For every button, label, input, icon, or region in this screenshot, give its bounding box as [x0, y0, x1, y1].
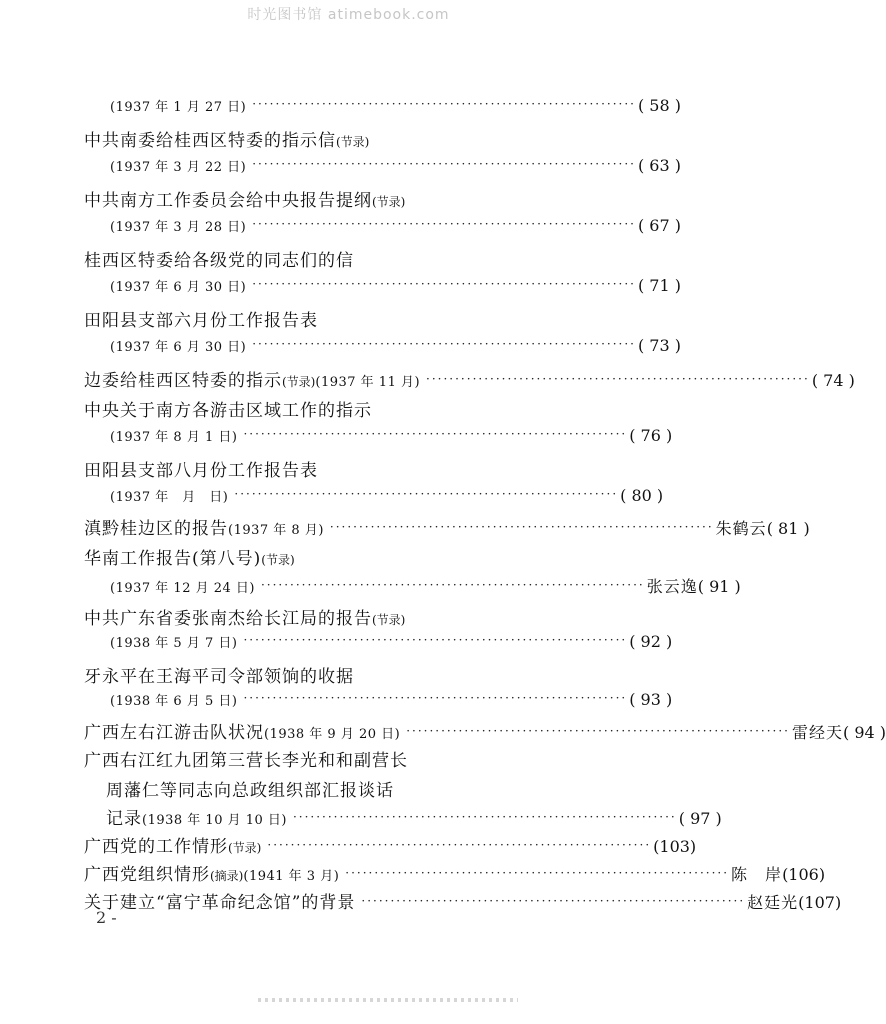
entry-date: (1937 年 3 月 22 日): [110, 160, 247, 175]
page-number: 2 -: [96, 908, 117, 927]
entry-title: 桂西区特委给各级党的同志们的信: [84, 251, 354, 271]
toc-entry: [84, 832, 697, 858]
toc-entry: [84, 860, 826, 886]
entry-page: (103): [653, 837, 697, 856]
dot-leader: ··································································: [345, 866, 730, 880]
entry-title: 边委给桂西区特委的指示: [84, 371, 282, 391]
entry-page: ( 58 ): [637, 96, 681, 115]
dot-leader: ··································································: [252, 337, 636, 351]
dot-leader: ··································································: [252, 217, 636, 231]
entry-title: 中共广东省委张南杰给长江局的报告: [84, 609, 372, 629]
toc-entry: [110, 276, 681, 302]
dot-leader: ··································································: [234, 487, 619, 501]
toc-entry: [84, 544, 295, 570]
entry-page: ( 63 ): [637, 156, 681, 175]
entry-title: 华南工作报告(第八号): [84, 549, 262, 569]
toc-entry: [110, 336, 681, 362]
entry-note: (节录): [336, 135, 370, 149]
entry-page: ( 80 ): [620, 486, 664, 505]
entry-page: (106): [782, 865, 826, 884]
toc-entry: [84, 396, 372, 422]
entry-title: 中共南方工作委员会给中央报告提纲: [84, 191, 372, 211]
dot-leader: ··································································: [252, 277, 636, 291]
toc-entry: [110, 96, 681, 122]
entry-title: 广西左右江游击队状况: [84, 723, 264, 743]
toc-entry: [110, 156, 681, 182]
entry-title: 中央关于南方各游击区域工作的指示: [84, 401, 372, 421]
entry-page: ( 76 ): [629, 426, 673, 445]
dot-leader: ··································································: [361, 894, 746, 908]
entry-title: 周藩仁等同志向总政组织部汇报谈话: [106, 781, 394, 801]
toc-entry: [110, 632, 673, 658]
toc-entry: [84, 246, 354, 272]
entry-title: 田阳县支部六月份工作报告表: [84, 311, 318, 331]
entry-page: ( 92 ): [629, 632, 673, 651]
entry-date: (1938 年 5 月 7 日): [110, 636, 238, 651]
toc-entry: [84, 746, 408, 772]
dot-leader: ··································································: [243, 633, 628, 647]
toc-entry: [84, 718, 886, 744]
entry-author: 赵廷光: [747, 893, 799, 912]
toc-entry: [84, 888, 842, 914]
entry-author: 张云逸: [646, 577, 698, 596]
entry-page: ( 81 ): [766, 519, 810, 538]
dot-leader: ··································································: [260, 578, 645, 592]
entry-title: 田阳县支部八月份工作报告表: [84, 461, 318, 481]
entry-date: (1937 年 12 月 24 日): [110, 581, 255, 596]
entry-date: (1938 年 9 月 20 日): [264, 727, 401, 742]
toc-entry: [84, 126, 369, 152]
toc-entry: [84, 604, 405, 630]
entry-date: (1938 年 6 月 5 日): [110, 694, 238, 709]
entry-page: (107): [798, 893, 842, 912]
entry-page: ( 67 ): [637, 216, 681, 235]
entry-page: ( 73 ): [637, 336, 681, 355]
dot-leader: ··································································: [252, 157, 636, 171]
dot-leader: ··································································: [267, 838, 652, 852]
entry-page: ( 71 ): [637, 276, 681, 295]
entry-note: (节录): [228, 841, 262, 855]
entry-date: (1937 年 1 月 27 日): [110, 100, 247, 115]
dot-leader: ··································································: [406, 724, 790, 738]
dot-leader: ··································································: [252, 97, 636, 111]
entry-date: (1937 年 3 月 28 日): [110, 220, 247, 235]
watermark: 时光图书馆 atimebook.com: [247, 7, 450, 23]
entry-date: (1941 年 3 月): [243, 869, 340, 884]
toc-entry: [84, 306, 318, 332]
toc-entry: [84, 366, 855, 392]
entry-note: (节录): [261, 553, 295, 567]
entry-date: (1937 年 6 月 30 日): [110, 340, 247, 355]
dot-leader: ··································································: [292, 810, 677, 824]
entry-title: 中共南委给桂西区特委的指示信: [84, 131, 336, 151]
toc-entry: [110, 486, 664, 512]
entry-note: (摘录): [210, 869, 244, 883]
dot-leader: ··································································: [426, 372, 810, 386]
entry-date: (1937 年 6 月 30 日): [110, 280, 247, 295]
entry-title: 滇黔桂边区的报告: [84, 519, 228, 539]
entry-page: ( 97 ): [678, 809, 722, 828]
entry-note: (节录): [372, 195, 406, 209]
entry-title: 关于建立“富宁革命纪念馆”的背景: [84, 893, 356, 913]
entry-author: 陈 岸: [731, 865, 783, 884]
entry-page: ( 91 ): [697, 577, 741, 596]
entry-note: (节录): [282, 375, 316, 389]
toc-entry: [110, 690, 673, 716]
entry-note: (节录): [372, 613, 406, 627]
entry-date: (1937 年 8 月): [228, 523, 324, 538]
toc-entry: [110, 426, 673, 452]
toc-entry: [106, 776, 394, 802]
entry-author: 朱鹤云: [715, 519, 767, 538]
dot-leader: ··································································: [243, 691, 628, 705]
dot-leader: ··································································: [243, 427, 628, 441]
toc-entry: [84, 662, 354, 688]
entry-page: ( 94 ): [842, 723, 886, 742]
entry-title: 牙永平在王海平司令部领饷的收据: [84, 667, 354, 687]
entry-author: 雷经天: [791, 723, 843, 742]
entry-page: ( 93 ): [629, 690, 673, 709]
entry-date: (1937 年 月 日): [110, 490, 229, 505]
entry-title: 广西党的工作情形: [84, 837, 228, 857]
toc-entry: [84, 456, 318, 482]
toc-entry: [110, 216, 681, 242]
entry-page: ( 74 ): [811, 371, 855, 390]
toc-entry: [110, 574, 741, 600]
scan-noise: [258, 998, 518, 1002]
entry-date: (1937 年 11 月): [315, 375, 421, 390]
entry-title: 记录: [106, 809, 142, 829]
toc-entry: [84, 186, 405, 212]
toc-entry: [106, 804, 722, 830]
toc-entry: [84, 514, 810, 540]
dot-leader: ··································································: [329, 520, 714, 534]
entry-title: 广西右江红九团第三营长李光和和副营长: [84, 751, 408, 771]
entry-date: (1937 年 8 月 1 日): [110, 430, 238, 445]
entry-date: (1938 年 10 月 10 日): [142, 813, 287, 828]
entry-title: 广西党组织情形: [84, 865, 210, 885]
